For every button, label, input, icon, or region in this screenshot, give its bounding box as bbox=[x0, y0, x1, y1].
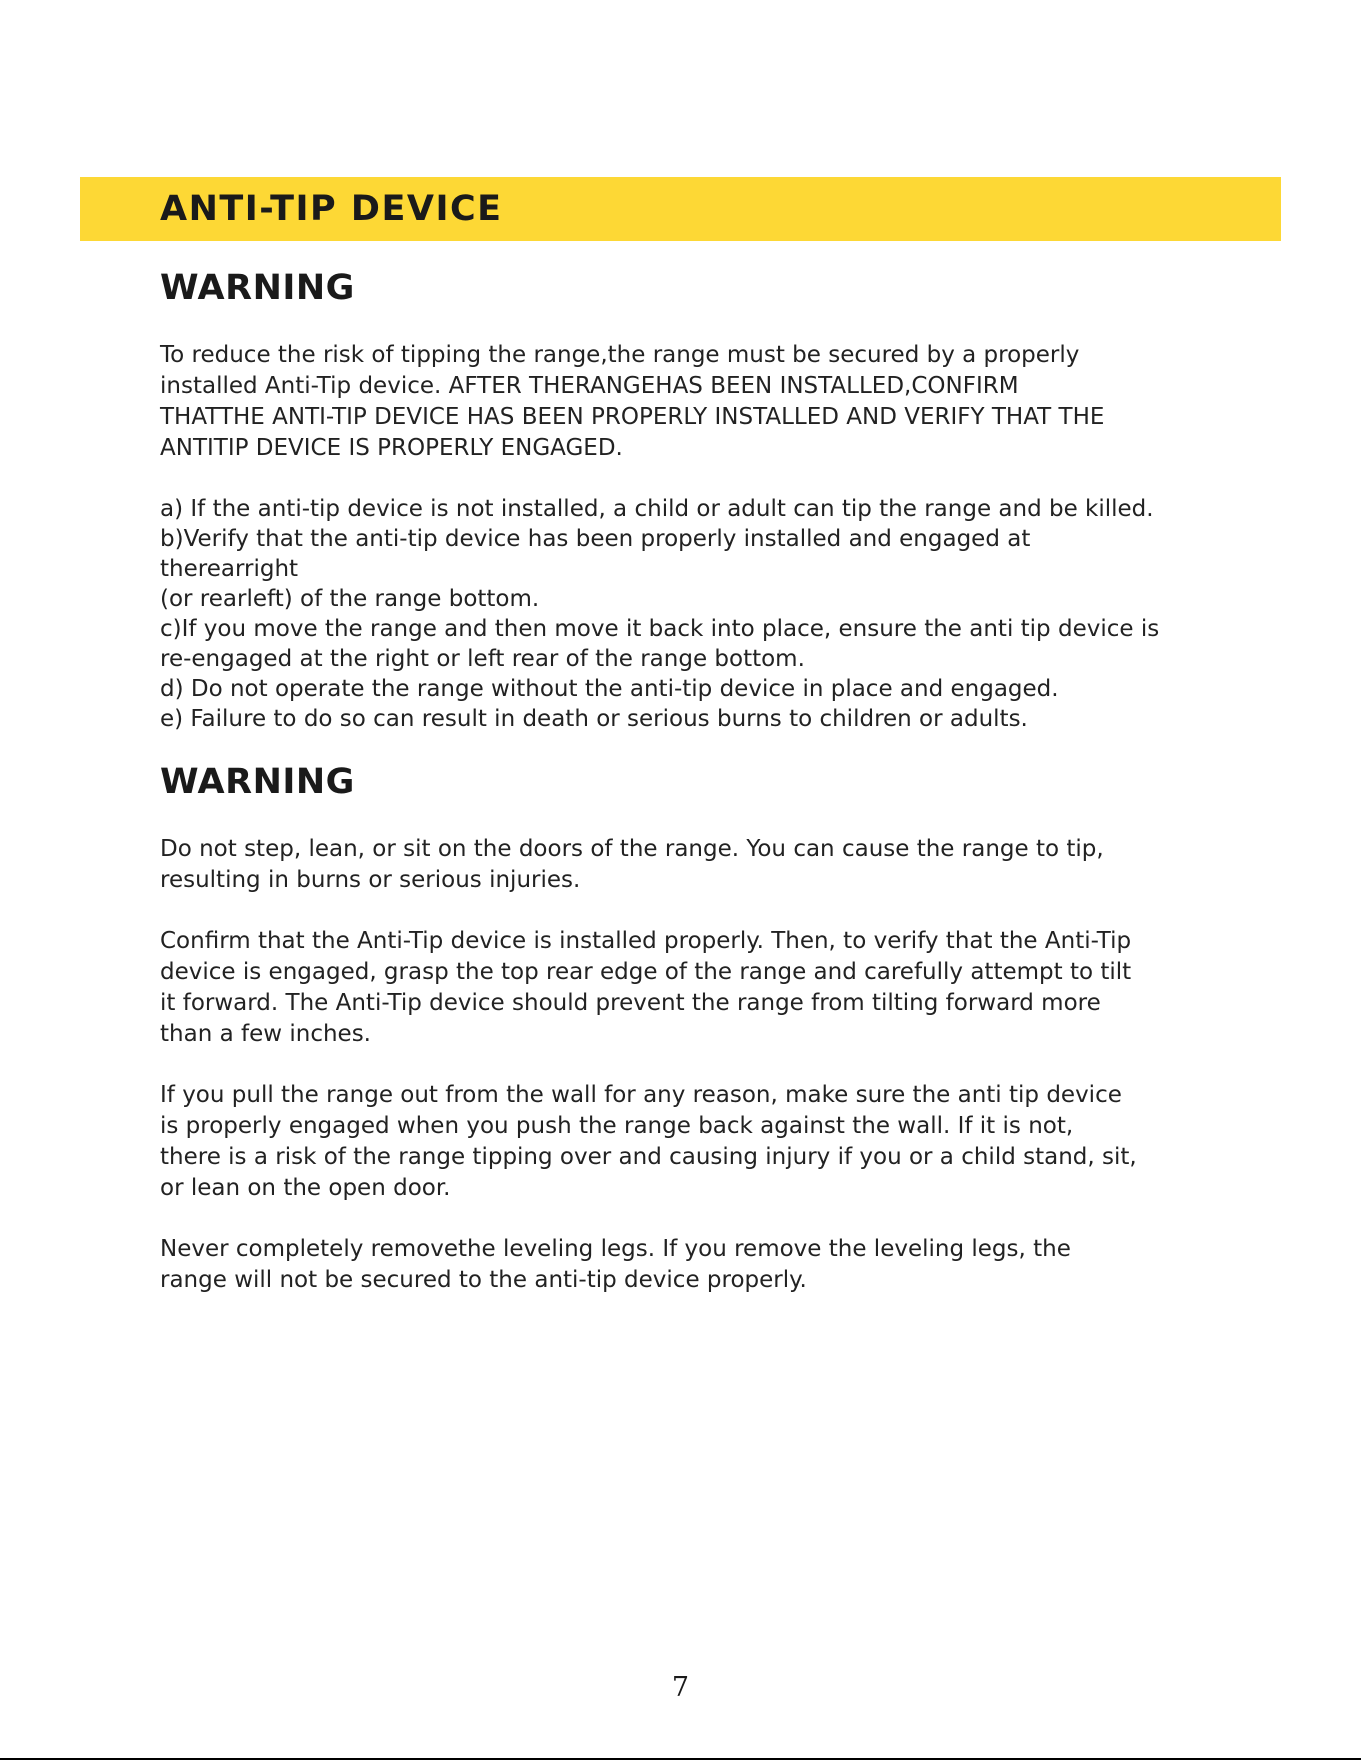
text-line: b)Verify that the anti-tip device has been properly installed and engaged at bbox=[160, 526, 1031, 552]
list-item-b bbox=[160, 524, 1210, 614]
text-line: c)If you move the range and then move it back into place, ensure the anti tip device is bbox=[160, 616, 1160, 642]
warning-paragraph-2 bbox=[160, 926, 1210, 1050]
text-line: installed Anti-Tip device. AFTER THERANGEHAS BEEN INSTALLED,CONFIRM bbox=[160, 373, 1019, 399]
warning-paragraph-3 bbox=[160, 1080, 1210, 1204]
list-item-d bbox=[160, 674, 1210, 704]
page-number: 7 bbox=[671, 1672, 690, 1703]
text-line: it forward. The Anti-Tip device should prevent the range from tilting forward more bbox=[160, 990, 1101, 1016]
text-line: ANTITIP DEVICE IS PROPERLY ENGAGED. bbox=[160, 435, 623, 461]
list-item-e bbox=[160, 704, 1210, 734]
section-banner bbox=[80, 177, 1281, 241]
text-line: If you pull the range out from the wall for any reason, make sure the anti tip device bbox=[160, 1082, 1122, 1108]
text-line: there is a risk of the range tipping over and causing injury if you or a child stand, sit, bbox=[160, 1144, 1137, 1170]
text-line: resulting in burns or serious injuries. bbox=[160, 867, 581, 893]
warning-paragraph-1 bbox=[160, 834, 1210, 896]
text-line: Never completely removethe leveling legs. If you remove the leveling legs, the bbox=[160, 1236, 1071, 1262]
text-line: To reduce the risk of tipping the range,the range must be secured by a properly bbox=[160, 342, 1080, 368]
page-content bbox=[160, 260, 1210, 1296]
text-line: Confirm that the Anti-Tip device is installed properly. Then, to verify that the Anti-Tip bbox=[160, 928, 1132, 954]
bottom-divider bbox=[0, 1758, 1361, 1760]
text-line: d) Do not operate the range without the anti-tip device in place and engaged. bbox=[160, 676, 1059, 702]
text-line: a) If the anti-tip device is not installed, a child or adult can tip the range and be killed. bbox=[160, 496, 1154, 522]
warning-heading-2: WARNING bbox=[160, 762, 355, 802]
text-line: e) Failure to do so can result in death or serious burns to children or adults. bbox=[160, 706, 1028, 732]
text-line: Do not step, lean, or sit on the doors of the range. You can cause the range to tip, bbox=[160, 836, 1104, 862]
text-line: than a few inches. bbox=[160, 1021, 371, 1047]
text-line: re-engaged at the right or left rear of the range bottom. bbox=[160, 646, 805, 672]
list-item-c bbox=[160, 614, 1210, 674]
section-title: ANTI-TIP DEVICE bbox=[160, 189, 503, 229]
text-line: therearright bbox=[160, 556, 299, 582]
text-line: range will not be secured to the anti-tip device properly. bbox=[160, 1267, 807, 1293]
warning-heading-1: WARNING bbox=[160, 268, 355, 308]
list-item-a bbox=[160, 494, 1210, 524]
text-line: is properly engaged when you push the range back against the wall. If it is not, bbox=[160, 1113, 1074, 1139]
text-line: (or rearleft) of the range bottom. bbox=[160, 586, 540, 612]
text-line: device is engaged, grasp the top rear edge of the range and carefully attempt to tilt bbox=[160, 959, 1132, 985]
text-line: THATTHE ANTI-TIP DEVICE HAS BEEN PROPERLY INSTALLED AND VERIFY THAT THE bbox=[160, 404, 1105, 430]
warning-paragraph-4 bbox=[160, 1234, 1210, 1296]
warning-intro-paragraph bbox=[160, 340, 1210, 464]
warning-list bbox=[160, 494, 1210, 734]
text-line: or lean on the open door. bbox=[160, 1175, 451, 1201]
